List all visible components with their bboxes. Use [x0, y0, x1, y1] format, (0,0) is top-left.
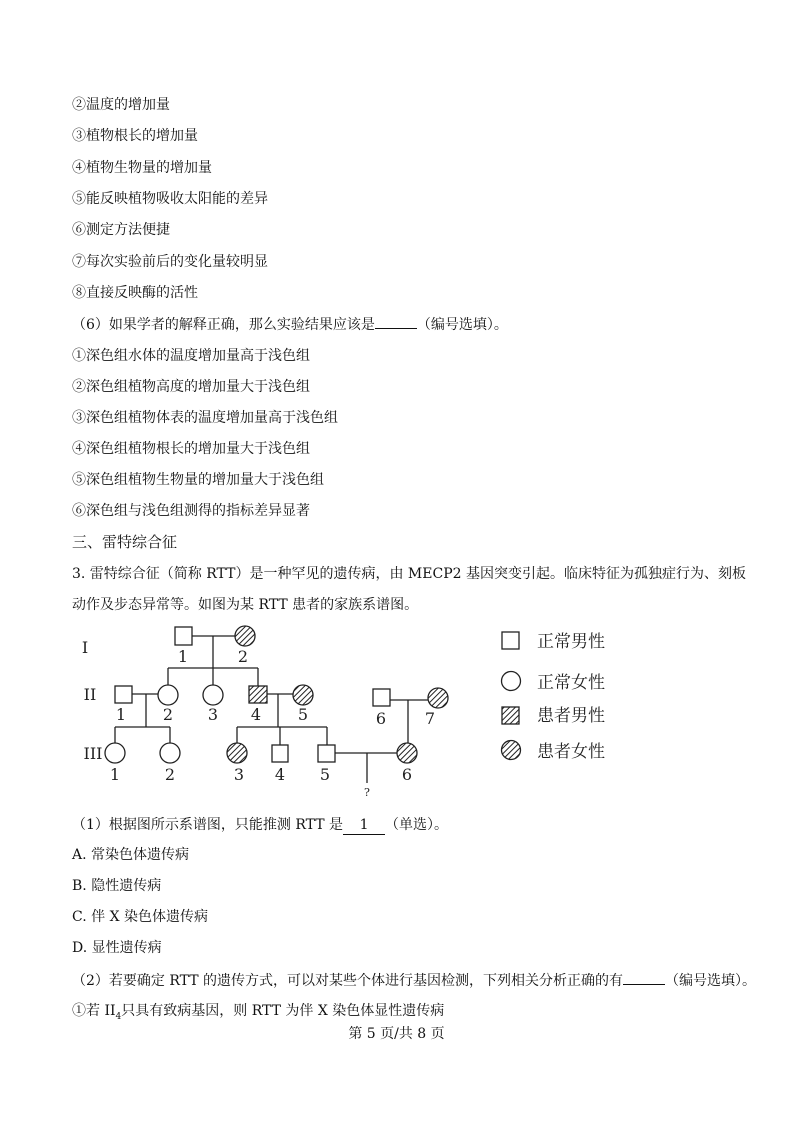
- q2-option-1: ①若 $II_4$只具有致病基因，则 RTT 为伴 X 染色体显性遗传病: [72, 1003, 445, 1022]
- svg-text:6: 6: [401, 765, 413, 784]
- page-footer: 第 5 页/共 8 页: [348, 1026, 445, 1042]
- gen-label: I: [81, 638, 89, 657]
- svg-text:1: 1: [177, 647, 189, 666]
- q2-suffix: （编号选填）。: [665, 973, 757, 989]
- question-1: [72, 816, 448, 835]
- option-line: ②深色组植物高度的增加量大于浅色组: [72, 379, 310, 395]
- svg-text:4: 4: [250, 705, 262, 724]
- svg-text:4: 4: [274, 765, 286, 784]
- option-d: D. 显性遗传病: [72, 940, 162, 956]
- svg-text:5: 5: [297, 705, 309, 724]
- I-1-male: [175, 627, 192, 645]
- q1-suffix: （单选）。: [385, 817, 449, 833]
- gen-label: II: [83, 685, 97, 704]
- question-3-line2: 动作及步态异常等。如图为某 RTT 患者的家族系谱图。: [72, 597, 419, 613]
- q6-prefix: （6）如果学者的解释正确，那么实验结果应该是: [72, 317, 375, 333]
- option-line: ⑤深色组植物生物量的增加量大于浅色组: [72, 472, 324, 488]
- svg-text:?: ?: [364, 786, 370, 799]
- section-heading: 三、雷特综合征: [72, 533, 178, 551]
- svg-text:2: 2: [164, 765, 176, 784]
- svg-text:1: 1: [115, 705, 127, 724]
- gen-label: III: [83, 744, 103, 763]
- svg-text:2: 2: [237, 647, 249, 666]
- svg-text:患者女性: 患者女性: [537, 742, 605, 762]
- legend-affected-male-icon: [502, 707, 519, 724]
- svg-text:3: 3: [207, 705, 219, 724]
- svg-text:6: 6: [375, 709, 387, 728]
- option-line: ③深色组植物体表的温度增加量高于浅色组: [72, 410, 338, 426]
- option-c: C. 伴 X 染色体遗传病: [72, 909, 208, 925]
- svg-text:3: 3: [233, 765, 245, 784]
- svg-text:5: 5: [319, 765, 331, 784]
- option-line: ①深色组水体的温度增加量高于浅色组: [72, 348, 310, 364]
- answer-blank[interactable]: 1: [343, 816, 385, 835]
- q1-prefix: （1）根据图所示系谱图，只能推测 RTT 是: [72, 817, 344, 833]
- option-line: ③植物根长的增加量: [72, 128, 198, 144]
- svg-text:7: 7: [424, 709, 436, 728]
- question-2: [72, 972, 756, 990]
- legend-affected-female-icon: [502, 741, 521, 760]
- option-b: B. 隐性遗传病: [72, 878, 162, 894]
- option-line: ⑥测定方法便捷: [72, 222, 170, 238]
- I-2-affected-female: [235, 626, 255, 646]
- question-3-line1: 3. 雷特综合征（简称 RTT）是一种罕见的遗传病，由 MECP2 基因突变引起。临床特征为孤独症行为、刻板: [72, 566, 746, 582]
- option-line: ⑦每次实验前后的变化量较明显: [72, 254, 268, 270]
- svg-text:1: 1: [109, 765, 121, 784]
- option-line: ⑤能反映植物吸收太阳能的差异: [72, 191, 268, 207]
- svg-text:正常女性: 正常女性: [537, 673, 605, 693]
- legend-normal-female-icon: [502, 672, 521, 691]
- option-line: ④植物生物量的增加量: [72, 160, 212, 176]
- q6-suffix: （编号选填）。: [416, 317, 508, 333]
- answer-blank[interactable]: [623, 984, 665, 985]
- option-a: A. 常染色体遗传病: [72, 847, 190, 863]
- svg-text:2: 2: [162, 705, 174, 724]
- svg-text:正常男性: 正常男性: [537, 632, 605, 652]
- legend-normal-male-icon: [502, 632, 519, 649]
- option-line: ②温度的增加量: [72, 97, 170, 113]
- q2-prefix: （2）若要确定 RTT 的遗传方式，可以对某些个体进行基因检测，下列相关分析正确的有: [72, 973, 624, 989]
- option-line: ⑥深色组与浅色组测得的指标差异显著: [72, 503, 310, 519]
- option-line: ④深色组植物根长的增加量大于浅色组: [72, 441, 310, 457]
- option-line: ⑧直接反映酶的活性: [72, 285, 198, 301]
- legend: [502, 632, 521, 760]
- svg-text:患者男性: 患者男性: [537, 706, 605, 726]
